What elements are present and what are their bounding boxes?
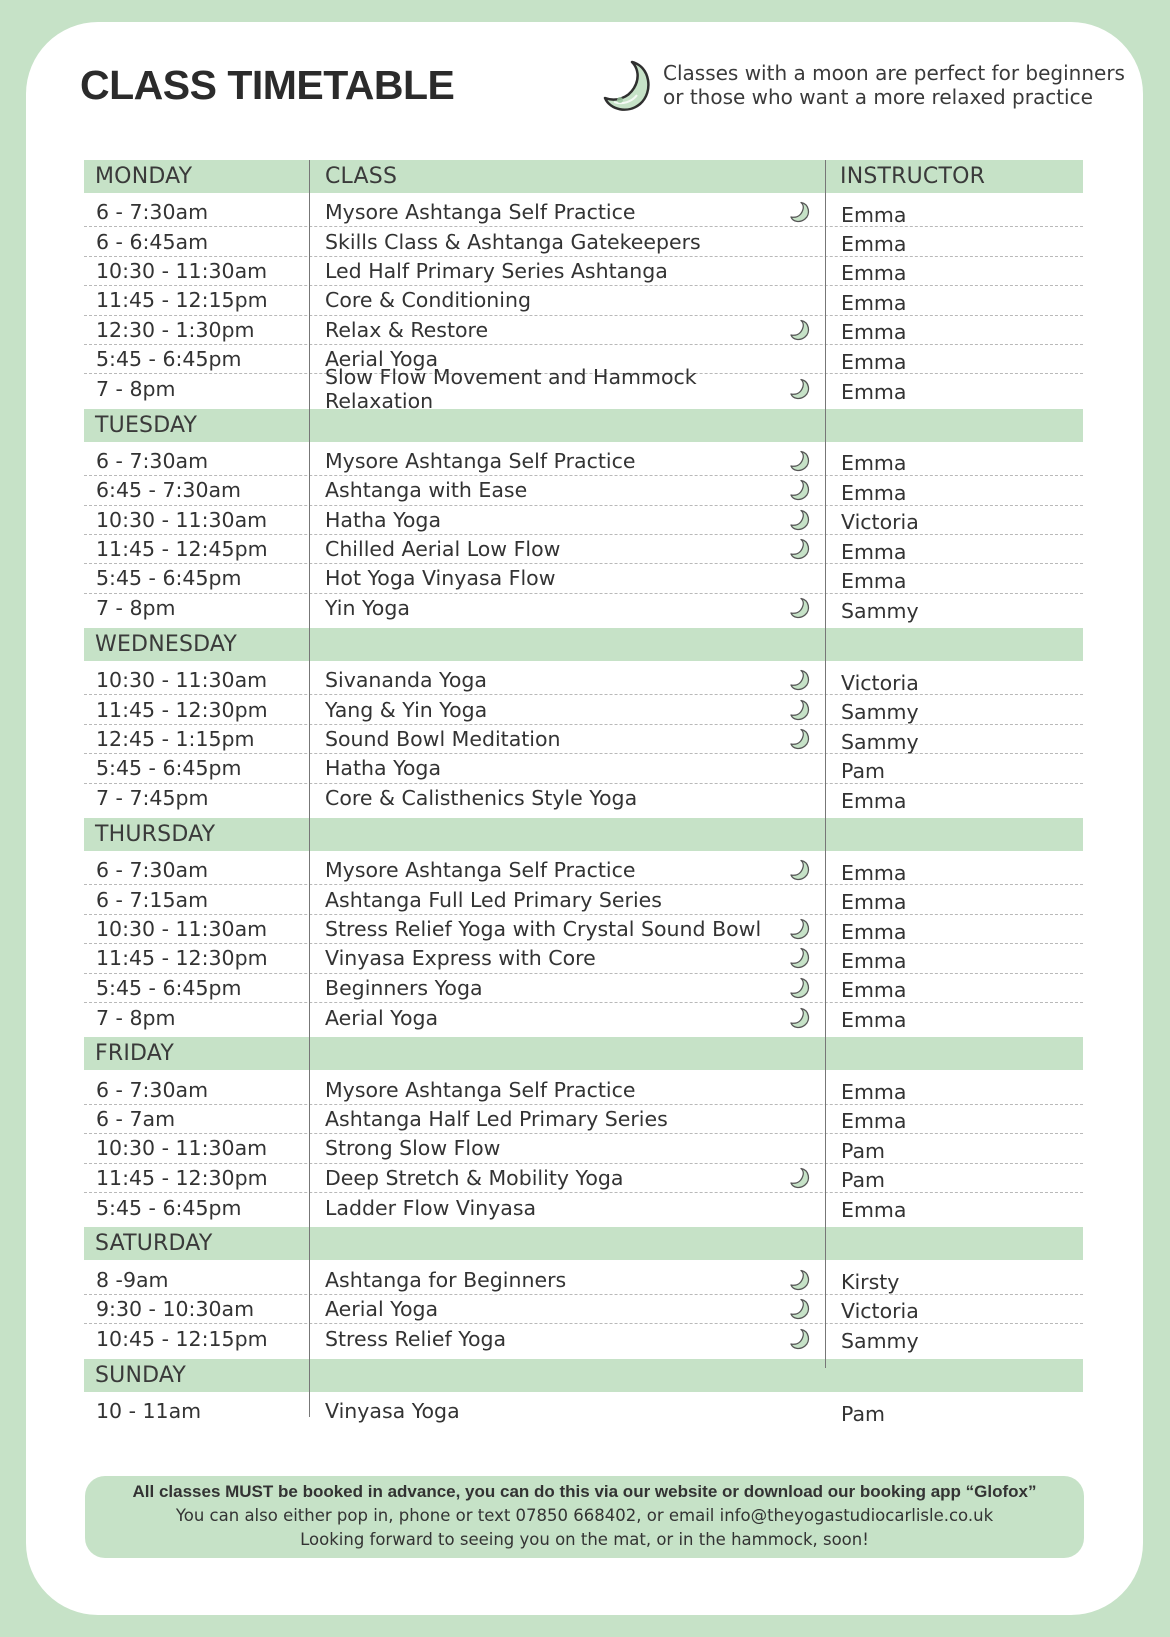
instructor-name: Victoria [841, 1299, 919, 1324]
class-name: Aerial Yoga [325, 1005, 439, 1030]
instructor-name: Sammy [841, 729, 919, 754]
table-row [84, 944, 1083, 973]
class-cell [309, 200, 825, 224]
day-classes [84, 1392, 1083, 1431]
class-cell [309, 888, 825, 912]
day-classes [84, 661, 1083, 818]
class-time: 9:30 - 10:30am [96, 1296, 255, 1321]
class-time: 11:45 - 12:30pm [96, 1165, 268, 1190]
page-title: CLASS TIMETABLE [80, 62, 455, 108]
class-name: Stress Relief Yoga with Crystal Sound Bowl [325, 917, 762, 941]
day-classes [84, 1070, 1083, 1227]
class-name: Led Half Primary Series Ashtanga [325, 258, 668, 283]
table-row [84, 257, 1083, 286]
instructor-name: Emma [841, 349, 907, 374]
table-row [84, 856, 1083, 885]
table-row [84, 725, 1083, 754]
instructor-name: Emma [841, 1198, 907, 1223]
moon-legend-text: Classes with a moon are perfect for beginners or those who want a more relaxed practice [663, 61, 1125, 109]
instructor-name: Emma [841, 290, 907, 315]
day-name: FRIDAY [95, 1041, 174, 1067]
instructor-name: Pam [841, 1401, 885, 1426]
moon-icon [789, 509, 811, 531]
class-cell [309, 318, 825, 342]
class-cell [309, 365, 825, 413]
class-cell [309, 1268, 825, 1292]
day-header-sunday [84, 1359, 1083, 1392]
table-row [84, 1295, 1083, 1324]
class-name: Aerial Yoga [325, 1296, 439, 1321]
instructor-name: Emma [841, 890, 907, 915]
class-time: 6 - 7:30am [96, 200, 209, 225]
table-row [84, 476, 1083, 505]
table-row [84, 915, 1083, 944]
class-cell [309, 596, 825, 620]
moon-icon [789, 201, 811, 223]
class-cell [309, 478, 825, 502]
moon-icon [789, 918, 811, 940]
class-time: 6 - 6:45am [96, 229, 209, 254]
table-row [84, 1003, 1083, 1032]
class-time: 6:45 - 7:30am [96, 478, 242, 503]
class-name: Yin Yoga [325, 596, 410, 621]
table-row [84, 286, 1083, 315]
moon-icon [602, 58, 654, 114]
class-cell [309, 858, 825, 882]
table-row [84, 1193, 1083, 1222]
column-divider [825, 160, 826, 1368]
class-cell [309, 1107, 825, 1131]
table-row [84, 885, 1083, 914]
moon-icon [789, 1298, 811, 1320]
moon-icon [789, 538, 811, 560]
class-time: 10:30 - 11:30am [96, 1136, 268, 1161]
instructor-name: Emma [841, 978, 907, 1003]
day-classes [84, 851, 1083, 1037]
class-time: 7 - 7:45pm [96, 786, 209, 811]
table-row [84, 1105, 1083, 1134]
class-name: Yang & Yin Yoga [325, 697, 488, 722]
class-cell [309, 230, 825, 254]
instructor-name: Emma [841, 379, 907, 404]
day-header-friday [84, 1037, 1083, 1070]
class-cell [309, 786, 825, 810]
instructor-name: Emma [841, 480, 907, 505]
day-classes [84, 442, 1083, 628]
class-name: Hatha Yoga [325, 507, 442, 532]
class-cell [309, 566, 825, 590]
moon-icon [789, 479, 811, 501]
day-header-monday [84, 160, 1083, 193]
class-cell [309, 917, 825, 941]
class-cell [309, 756, 825, 780]
instructor-name: Emma [841, 919, 907, 944]
class-cell [309, 1078, 825, 1102]
day-name: SUNDAY [95, 1362, 187, 1388]
day-header-saturday [84, 1227, 1083, 1260]
instructor-name: Emma [841, 860, 907, 885]
instructor-name: Emma [841, 202, 907, 227]
class-name: Vinyasa Yoga [325, 1399, 460, 1424]
table-row [84, 1265, 1083, 1294]
class-time: 11:45 - 12:30pm [96, 697, 268, 722]
class-name: Ashtanga Full Led Primary Series [325, 887, 662, 912]
instructor-name: Victoria [841, 670, 919, 695]
class-time: 5:45 - 6:45pm [96, 975, 242, 1000]
class-name: Hot Yoga Vinyasa Flow [325, 566, 556, 591]
class-cell [309, 727, 825, 751]
class-name: Beginners Yoga [325, 975, 483, 1000]
table-row [84, 1397, 1083, 1426]
instructor-name: Victoria [841, 510, 919, 535]
instructor-name: Emma [841, 948, 907, 973]
closing-message: Looking forward to seeing you on the mat, or in the hammock, soon! [300, 1530, 869, 1549]
class-name: Ashtanga for Beginners [325, 1267, 567, 1292]
booking-info-footer [85, 1476, 1084, 1558]
instructor-name: Emma [841, 1008, 907, 1033]
table-row [84, 1164, 1083, 1193]
table-row [84, 506, 1083, 535]
class-time: 5:45 - 6:45pm [96, 566, 242, 591]
class-time: 11:45 - 12:15pm [96, 288, 268, 313]
class-time: 11:45 - 12:45pm [96, 537, 268, 562]
instructor-name: Pam [841, 1138, 885, 1163]
day-header-thursday [84, 818, 1083, 851]
class-time: 10 - 11am [96, 1399, 202, 1424]
class-cell [309, 698, 825, 722]
instructor-name: Pam [841, 758, 885, 783]
instructor-name: Sammy [841, 1329, 919, 1354]
moon-icon [789, 728, 811, 750]
class-name: Ladder Flow Vinyasa [325, 1195, 537, 1220]
instructor-name: Emma [841, 451, 907, 476]
class-time: 8 -9am [96, 1267, 169, 1292]
class-name: Slow Flow Movement and Hammock Relaxation [325, 365, 697, 414]
class-time: 10:30 - 11:30am [96, 258, 268, 283]
class-name: Mysore Ashtanga Self Practice [325, 1077, 636, 1102]
class-name: Sound Bowl Meditation [325, 727, 561, 752]
moon-icon [789, 1167, 811, 1189]
instructor-name: Emma [841, 232, 907, 257]
table-row [84, 227, 1083, 256]
instructor-name: Emma [841, 1109, 907, 1134]
class-name: Deep Stretch & Mobility Yoga [325, 1165, 624, 1190]
instructor-name: Emma [841, 569, 907, 593]
class-name: Mysore Ashtanga Self Practice [325, 448, 636, 473]
class-name: Ashtanga with Ease [325, 478, 528, 503]
class-cell [309, 1399, 825, 1423]
class-time: 12:45 - 1:15pm [96, 727, 255, 752]
table-row [84, 784, 1083, 813]
moon-icon [789, 450, 811, 472]
instructor-name: Emma [841, 788, 907, 813]
instructor-name: Kirsty [841, 1270, 900, 1295]
class-name: Strong Slow Flow [325, 1136, 501, 1161]
class-cell [309, 537, 825, 561]
day-header-wednesday [84, 628, 1083, 661]
class-time: 11:45 - 12:30pm [96, 946, 268, 971]
table-row [84, 666, 1083, 695]
class-time: 6 - 7am [96, 1106, 176, 1131]
table-row [84, 1324, 1083, 1353]
class-time: 6 - 7:15am [96, 887, 209, 912]
moon-icon [789, 669, 811, 691]
class-name: Mysore Ashtanga Self Practice [325, 858, 636, 883]
moon-icon [789, 1007, 811, 1029]
moon-icon [789, 699, 811, 721]
class-time: 6 - 7:30am [96, 1077, 209, 1102]
table-row [84, 594, 1083, 623]
table-row [84, 695, 1083, 724]
class-name: Vinyasa Express with Core [325, 946, 596, 971]
class-name: Sivananda Yoga [325, 668, 487, 693]
class-column-header: CLASS [325, 164, 398, 189]
table-row [84, 447, 1083, 476]
class-time: 6 - 7:30am [96, 448, 209, 473]
class-name: Stress Relief Yoga [325, 1326, 507, 1351]
instructor-name: Emma [841, 320, 907, 345]
day-header-tuesday [84, 409, 1083, 442]
class-time: 5:45 - 6:45pm [96, 756, 242, 781]
class-cell [309, 1136, 825, 1160]
table-row [84, 1134, 1083, 1163]
timetable [84, 160, 1083, 1431]
class-time: 12:30 - 1:30pm [96, 317, 255, 342]
class-cell [309, 288, 825, 312]
class-cell [309, 946, 825, 970]
class-cell [309, 508, 825, 532]
day-name: TUESDAY [95, 412, 198, 438]
class-cell [309, 1297, 825, 1321]
class-time: 7 - 8pm [96, 1005, 176, 1030]
contact-info: You can also either pop in, phone or text 07850 668402, or email info@theyogastudiocarlisle.co.uk [175, 1506, 994, 1525]
class-cell [309, 1166, 825, 1190]
class-name: Core & Conditioning [325, 288, 531, 313]
booking-notice: All classes MUST be booked in advance, you can do this via our website or download our booking app “Glofox” [132, 1482, 1037, 1501]
table-row [84, 316, 1083, 345]
class-cell [309, 976, 825, 1000]
class-name: Aerial Yoga [325, 347, 439, 372]
instructor-name: Sammy [841, 700, 919, 725]
moon-icon [789, 977, 811, 999]
class-cell [309, 668, 825, 692]
class-time: 6 - 7:30am [96, 858, 209, 883]
class-name: Ashtanga Half Led Primary Series [325, 1106, 668, 1131]
class-time: 10:30 - 11:30am [96, 917, 268, 941]
instructor-name: Pam [841, 1168, 885, 1193]
table-row [84, 564, 1083, 593]
table-row [84, 365, 1083, 414]
instructor-name: Emma [841, 539, 907, 564]
class-time: 10:30 - 11:30am [96, 507, 268, 532]
class-cell [309, 1006, 825, 1030]
class-cell [309, 1196, 825, 1220]
day-name: MONDAY [95, 164, 193, 189]
moon-icon [789, 859, 811, 881]
table-row [84, 535, 1083, 564]
table-row [84, 198, 1083, 227]
class-time: 7 - 8pm [96, 377, 176, 402]
day-classes [84, 193, 1083, 414]
class-name: Skills Class & Ashtanga Gatekeepers [325, 229, 701, 254]
class-time: 7 - 8pm [96, 596, 176, 621]
day-classes [84, 1260, 1083, 1358]
moon-icon [789, 597, 811, 619]
class-cell [309, 1327, 825, 1351]
table-row [84, 974, 1083, 1003]
instructor-name: Emma [841, 1080, 907, 1105]
class-name: Relax & Restore [325, 317, 489, 342]
class-time: 5:45 - 6:45pm [96, 347, 242, 372]
day-name: SATURDAY [95, 1231, 213, 1257]
instructor-name: Emma [841, 261, 907, 286]
table-row [84, 754, 1083, 783]
class-name: Hatha Yoga [325, 756, 442, 781]
class-time: 10:30 - 11:30am [96, 668, 268, 693]
class-time: 5:45 - 6:45pm [96, 1195, 242, 1220]
table-row [84, 1075, 1083, 1104]
moon-icon [789, 378, 811, 400]
day-name: WEDNESDAY [95, 632, 238, 658]
class-time: 10:45 - 12:15pm [96, 1326, 268, 1351]
class-name: Core & Calisthenics Style Yoga [325, 786, 638, 811]
instructor-name: Sammy [841, 598, 919, 623]
class-cell [309, 449, 825, 473]
day-name: THURSDAY [95, 822, 216, 848]
moon-icon [789, 947, 811, 969]
class-cell [309, 259, 825, 283]
moon-icon [789, 319, 811, 341]
class-name: Mysore Ashtanga Self Practice [325, 200, 636, 225]
instructor-column-header: INSTRUCTOR [840, 164, 986, 189]
class-name: Chilled Aerial Low Flow [325, 537, 561, 562]
moon-icon [789, 1328, 811, 1350]
moon-icon [789, 1269, 811, 1291]
